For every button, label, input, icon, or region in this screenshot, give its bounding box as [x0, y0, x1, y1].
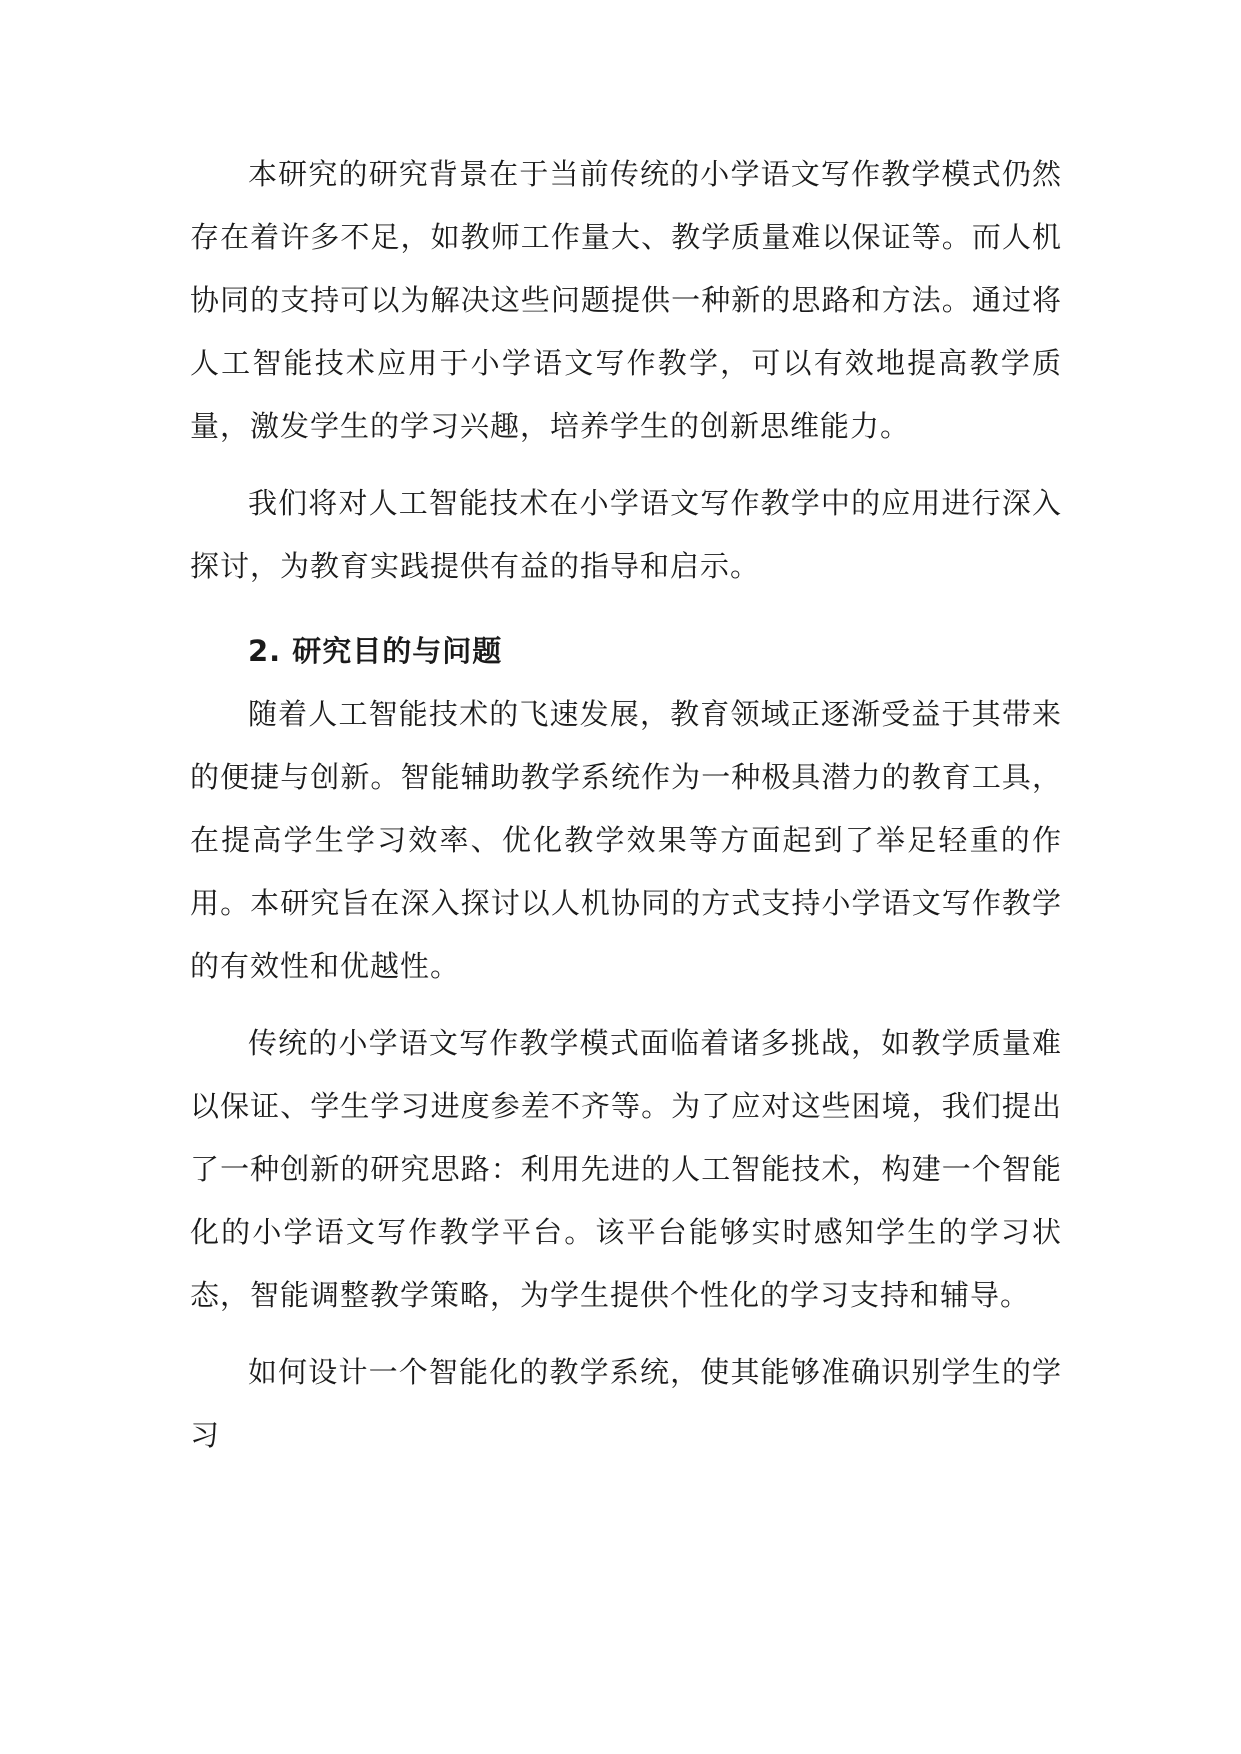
paragraph-ai-development: 随着人工智能技术的飞速发展，教育领域正逐渐受益于其带来的便捷与创新。智能辅助教学系统作为一种极具潜力的教育工具，在提高学生学习效率、优化教学效果等方面起到了举足轻重的作用。本研究旨在深入探讨以人机协同的方式支持小学语文写作教学的有效性和优越性。: [190, 697, 1062, 983]
paragraph-traditional-challenges: 传统的小学语文写作教学模式面临着诸多挑战，如教学质量难以保证、学生学习进度参差不齐等。为了应对这些困境，我们提出了一种创新的研究思路：利用先进的人工智能技术，构建一个智能化的小学语文写作教学平台。该平台能够实时感知学生的学习状态，智能调整教学策略，为学生提供个性化的学习支持和辅导。: [190, 1026, 1062, 1312]
paragraph-spacer: [190, 998, 1062, 1012]
paragraph-research-exploration: 我们将对人工智能技术在小学语文写作教学中的应用进行深入探讨，为教育实践提供有益的指导和启示。: [190, 486, 1062, 583]
section-spacer: [190, 598, 1062, 620]
document-page: [190, 143, 1062, 1467]
paragraph-spacer: [190, 1327, 1062, 1341]
paragraph-research-background: 本研究的研究背景在于当前传统的小学语文写作教学模式仍然存在着许多不足，如教师工作量大、教学质量难以保证等。而人机协同的支持可以为解决这些问题提供一种新的思路和方法。通过将人工智能技术应用于小学语文写作教学，可以有效地提高教学质量，激发学生的学习兴趣，培养学生的创新思维能力。: [190, 157, 1062, 443]
paragraph-spacer: [190, 458, 1062, 472]
section-heading-research-purpose: 2. 研究目的与问题: [248, 634, 503, 668]
paragraph-system-design: 如何设计一个智能化的教学系统，使其能够准确识别学生的学习: [190, 1355, 1062, 1452]
